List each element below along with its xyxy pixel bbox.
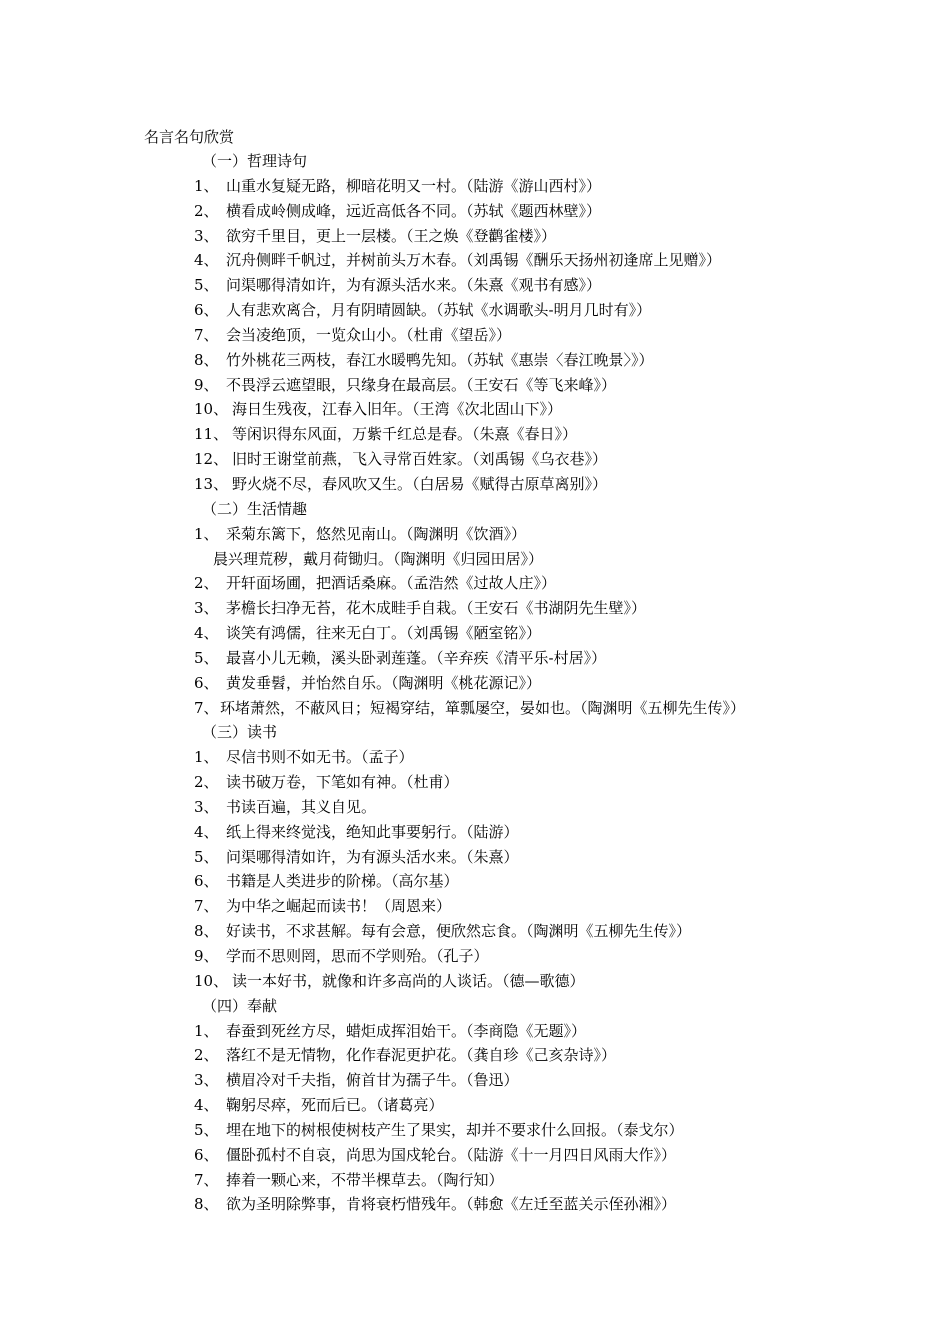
- item-number: 4、: [194, 1096, 219, 1115]
- item-text: 问渠哪得清如许，为有源头活水来。（朱熹）: [226, 847, 519, 866]
- item-number: 3、: [194, 1071, 219, 1090]
- list-item: [0, 894, 950, 919]
- item-number: 3、: [194, 599, 219, 618]
- item-number: 9、: [194, 375, 219, 394]
- item-text: 野火烧不尽，春风吹又生。（白居易《赋得古原草离别》）: [232, 474, 608, 493]
- item-number: 4、: [194, 822, 219, 841]
- list-item: [0, 1143, 950, 1168]
- list-item: [0, 571, 950, 596]
- list-item: [0, 770, 950, 795]
- item-number: 10、: [194, 971, 229, 990]
- item-text: 黄发垂髫，并怡然自乐。（陶渊明《桃花源记》）: [226, 673, 542, 692]
- item-text: 为中华之崛起而读书！（周恩来）: [226, 897, 452, 916]
- list-item: [0, 348, 950, 373]
- item-text: 春蚕到死丝方尽，蜡炬成挥泪始干。（李商隐《无题》）: [226, 1021, 587, 1040]
- item-text: 横看成岭侧成峰，远近高低各不同。（苏轼《题西林壁》）: [226, 201, 602, 220]
- item-text: 晨兴理荒秽，戴月荷锄归。（陶渊明《归园田居》）: [213, 549, 544, 568]
- item-number: 7、: [194, 897, 219, 916]
- item-text: 纸上得来终觉浅，绝知此事要躬行。（陆游）: [226, 822, 519, 841]
- item-number: 8、: [194, 1195, 219, 1214]
- item-number: 5、: [194, 847, 219, 866]
- item-number: 7、: [194, 1170, 219, 1189]
- list-item: [0, 596, 950, 621]
- list-item: [0, 373, 950, 398]
- item-text: 书籍是人类进步的阶梯。（高尔基）: [226, 872, 459, 891]
- item-text: 问渠哪得清如许，为有源头活水来。（朱熹《观书有感》）: [226, 276, 602, 295]
- item-number: 5、: [194, 1120, 219, 1139]
- item-text: 旧时王谢堂前燕，飞入寻常百姓家。（刘禹锡《乌衣巷》）: [232, 450, 608, 469]
- list-item: [0, 646, 950, 671]
- item-text: 沉舟侧畔千帆过，并树前头万木春。（刘禹锡《酬乐天扬州初逢席上见赠》）: [226, 251, 722, 270]
- item-number: 6、: [194, 1145, 219, 1164]
- item-number: 7、: [194, 698, 219, 717]
- item-number: 3、: [194, 226, 219, 245]
- item-number: 12、: [194, 450, 229, 469]
- item-number: 9、: [194, 947, 219, 965]
- item-number: 11、: [194, 425, 229, 444]
- item-text: 不畏浮云遮望眼，只缘身在最高层。（王安石《等飞来峰》）: [226, 375, 617, 394]
- item-number: 2、: [194, 773, 219, 792]
- list-item: [0, 1192, 950, 1217]
- item-number: 2、: [194, 1046, 219, 1065]
- item-text: 山重水复疑无路，柳暗花明又一村。（陆游《游山西村》）: [226, 176, 602, 195]
- list-item: [0, 397, 950, 422]
- item-number: 7、: [194, 325, 219, 344]
- list-item: [0, 273, 950, 298]
- item-text: 欲为圣明除弊事，肯将衰朽惜残年。（韩愈《左迁至蓝关示侄孙湘》）: [226, 1195, 677, 1214]
- list-item: [0, 472, 950, 497]
- item-number: 6、: [194, 301, 219, 320]
- item-number: 2、: [194, 574, 219, 593]
- list-item: [0, 248, 950, 273]
- item-text: 落红不是无情物，化作春泥更护花。（龚自珍《己亥杂诗》）: [226, 1046, 617, 1065]
- section-heading: （四）奉献: [202, 996, 278, 1015]
- list-item: [0, 696, 950, 721]
- item-text: 读一本好书，就像和许多高尚的人谈话。（德—歌德）: [232, 971, 585, 990]
- item-text: 欲穷千里目，更上一层楼。（王之焕《登鹳雀楼》）: [226, 226, 557, 245]
- list-item: [0, 422, 950, 447]
- item-text: 采菊东篱下，悠然见南山。（陶渊明《饮酒》）: [226, 524, 527, 543]
- list-item: [0, 944, 950, 969]
- list-item: [0, 969, 950, 994]
- list-item: [0, 224, 950, 249]
- item-number: 4、: [194, 624, 219, 643]
- item-text: 埋在地下的树根使树枝产生了果实，却并不要求什么回报。（泰戈尔）: [226, 1120, 684, 1139]
- item-text: 茅檐长扫净无苔，花木成畦手自栽。（王安石《书湖阴先生壁》）: [226, 599, 647, 618]
- list-item-continuation: [0, 547, 950, 572]
- item-number: 3、: [194, 797, 219, 816]
- list-item: [0, 522, 950, 547]
- item-number: 2、: [194, 201, 219, 220]
- list-item: [0, 298, 950, 323]
- item-text: 会当凌绝顶，一览众山小。（杜甫《望岳》）: [226, 325, 512, 344]
- item-text: 竹外桃花三两枝，春江水暖鸭先知。（苏轼《惠崇〈春江晚景〉》）: [226, 350, 654, 369]
- list-item: [0, 919, 950, 944]
- item-number: 5、: [194, 648, 219, 667]
- section-heading: （一）哲理诗句: [202, 152, 308, 170]
- item-text: 开轩面场圃，把酒话桑麻。（孟浩然《过故人庄》）: [226, 574, 557, 593]
- item-text: 尽信书则不如无书。（孟子）: [226, 748, 414, 767]
- item-number: 1、: [194, 1021, 219, 1040]
- section-heading: （二）生活情趣: [202, 499, 308, 518]
- item-number: 8、: [194, 350, 219, 369]
- item-number: 1、: [194, 524, 219, 543]
- list-item: [0, 323, 950, 348]
- list-item: [0, 447, 950, 472]
- list-item: [0, 1068, 950, 1093]
- item-number: 13、: [194, 474, 229, 493]
- list-item: [0, 745, 950, 770]
- list-item: [0, 199, 950, 224]
- item-text: 横眉冷对千夫指，俯首甘为孺子牛。（鲁迅）: [226, 1071, 519, 1090]
- item-number: 5、: [194, 276, 219, 295]
- item-number: 1、: [194, 748, 219, 767]
- list-item: [0, 1019, 950, 1044]
- item-number: 8、: [194, 922, 219, 941]
- item-number: 4、: [194, 251, 219, 270]
- section-heading: （三）读书: [202, 723, 278, 742]
- item-text: 人有悲欢离合，月有阴晴圆缺。（苏轼《水调歌头-明月几时有》）: [226, 301, 652, 320]
- list-item: [0, 1168, 950, 1193]
- item-text: 最喜小儿无赖，溪头卧剥莲蓬。（辛弃疾《清平乐-村居》）: [226, 648, 607, 667]
- item-text: 谈笑有鸿儒，往来无白丁。（刘禹锡《陋室铭》）: [226, 624, 542, 643]
- quote-list: [0, 149, 950, 1217]
- list-item: [0, 1043, 950, 1068]
- list-item: [0, 1118, 950, 1143]
- item-number: 10、: [194, 400, 229, 419]
- item-number: 1、: [194, 176, 219, 195]
- list-item: [0, 671, 950, 696]
- item-text: 读书破万卷，下笔如有神。（杜甫）: [226, 773, 459, 792]
- item-text: 等闲识得东风面，万紫千红总是春。（朱熹《春日》）: [232, 425, 578, 444]
- list-item: [0, 845, 950, 870]
- item-text: 环堵萧然，不蔽风日；短褐穿结，箪瓢屡空，晏如也。（陶渊明《五柳先生传》）: [220, 698, 746, 717]
- list-item: [0, 1093, 950, 1118]
- list-item: [0, 621, 950, 646]
- list-item: [0, 820, 950, 845]
- item-text: 书读百遍，其义自见。: [226, 797, 377, 816]
- item-text: 海日生残夜，江春入旧年。（王湾《次北固山下》）: [232, 400, 563, 419]
- list-item: [0, 795, 950, 820]
- document-title: 名言名句欣赏: [144, 128, 235, 146]
- item-text: 鞠躬尽瘁，死而后已。（诸葛亮）: [226, 1096, 444, 1115]
- item-number: 6、: [194, 673, 219, 692]
- item-text: 僵卧孤村不自哀，尚思为国戍轮台。（陆游《十一月四日风雨大作》）: [226, 1145, 677, 1164]
- item-text: 学而不思则罔，思而不学则殆。（孔子）: [226, 947, 489, 965]
- item-text: 好读书，不求甚解。每有会意，便欣然忘食。（陶渊明《五柳先生传》）: [226, 922, 692, 941]
- item-text: 捧着一颗心来，不带半棵草去。（陶行知）: [226, 1170, 504, 1189]
- item-number: 6、: [194, 872, 219, 891]
- list-item: [0, 869, 950, 894]
- list-item: [0, 174, 950, 199]
